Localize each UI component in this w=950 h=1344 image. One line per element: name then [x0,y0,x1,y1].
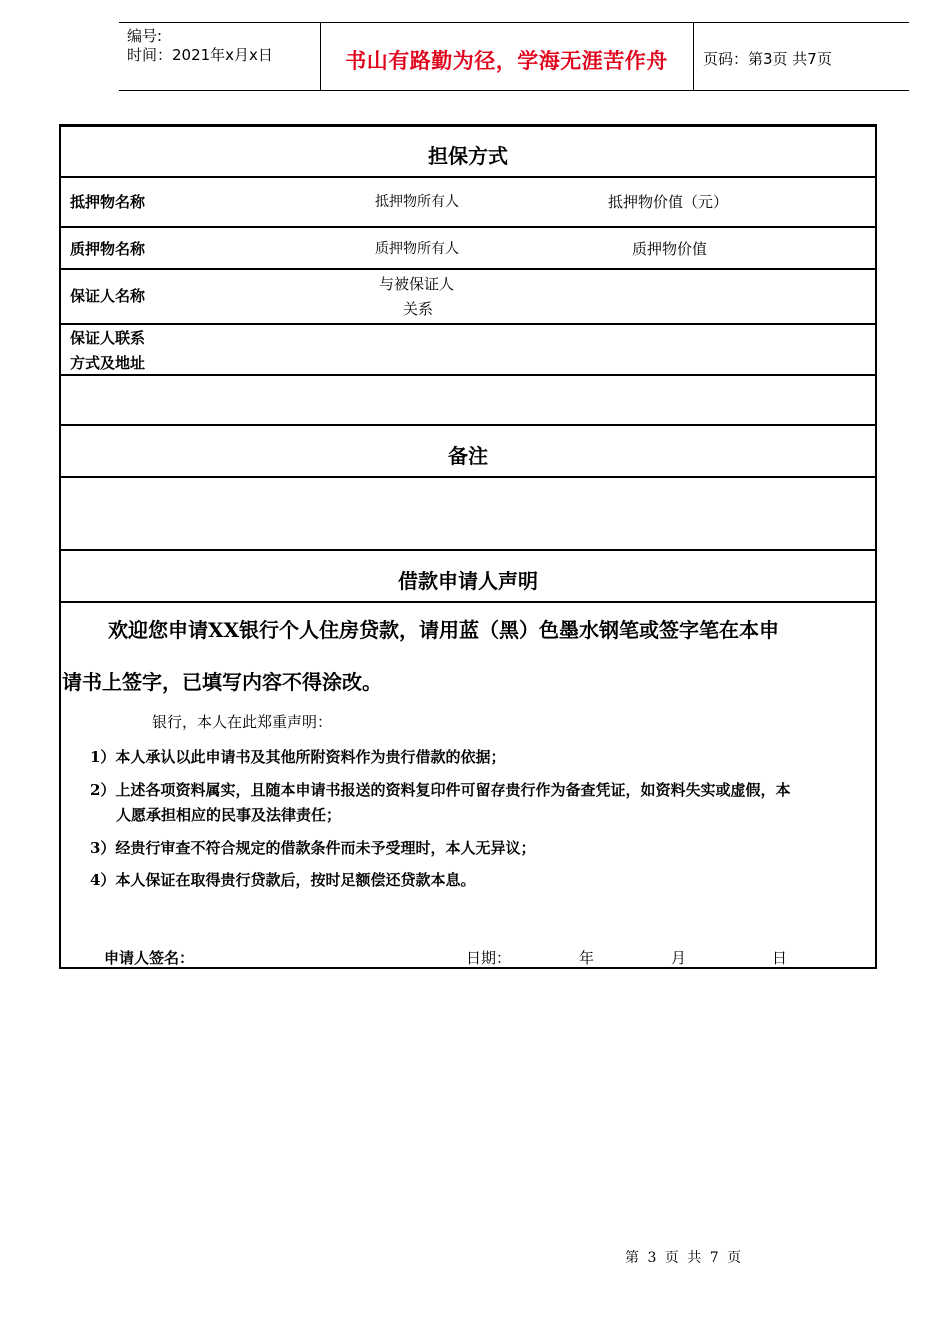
pledge-name-label: 质押物名称 [70,240,146,258]
mortgage-owner-label: 抵押物所有人 [375,194,459,210]
guarantor-contact-label: 保证人联系 [70,329,146,347]
date-label: 日期： [466,949,512,967]
declaration-item: 人愿承担相应的民事及法律责任； [116,806,342,824]
header-number-label: 编号: [127,27,163,45]
header-motto: 书山有路勤为径，学海无涯苦作舟 [345,48,668,73]
header-bottom-rule [119,90,909,91]
declaration-section-title: 借款申请人声明 [398,569,538,593]
row-divider [59,476,877,478]
guarantor-relation-label: 关系 [403,300,434,318]
declaration-intro: 请书上签字，已填写内容不得涂改。 [62,670,382,694]
declaration-item: 1）本人承认以此申请书及其他所附资料作为贵行借款的依据； [90,748,506,766]
date-month-label: 月 [671,949,687,967]
guarantor-relation-label: 与被保证人 [379,275,455,293]
mortgage-name-label: 抵押物名称 [70,193,146,211]
row-divider [59,268,877,270]
header-divider [693,22,694,90]
row-divider [59,601,877,603]
declaration-item: 2）上述各项资料属实，且随本申请书报送的资料复印件可留存贵行作为备查凭证，如资料失实或虚假，本 [90,781,791,799]
guarantee-section-title: 担保方式 [428,144,508,168]
declaration-item: 3）经贵行审查不符合规定的借款条件而未予受理时，本人无异议； [90,839,536,857]
row-divider [59,424,877,426]
header-top-rule [119,22,909,23]
row-divider [59,374,877,376]
row-divider [59,323,877,325]
row-divider [59,549,877,551]
date-year-label: 年 [579,949,595,967]
declaration-item: 4）本人保证在取得贵行贷款后，按时足额偿还贷款本息。 [90,871,476,889]
pledge-owner-label: 质押物所有人 [375,241,459,257]
row-divider [59,226,877,228]
declaration-bank-line: 银行，本人在此郑重声明： [152,713,333,731]
date-day-label: 日 [772,949,788,967]
signer-label: 申请人签名： [104,949,195,967]
row-divider [59,176,877,178]
remarks-section-title: 备注 [448,444,488,468]
guarantor-contact-label: 方式及地址 [70,354,146,372]
declaration-intro: 欢迎您申请XX银行个人住房贷款，请用蓝（黑）色墨水钢笔或签字笔在本申 [108,618,780,642]
guarantor-name-label: 保证人名称 [70,287,146,305]
header-page-info: 页码：第3页 共7页 [703,50,832,68]
page-footer: 第 3 页 共 7 页 [625,1250,744,1266]
header-time-label: 时间：2021年x月x日 [127,46,273,64]
pledge-value-label: 质押物价值 [632,240,708,258]
mortgage-value-label: 抵押物价值（元） [608,193,729,211]
